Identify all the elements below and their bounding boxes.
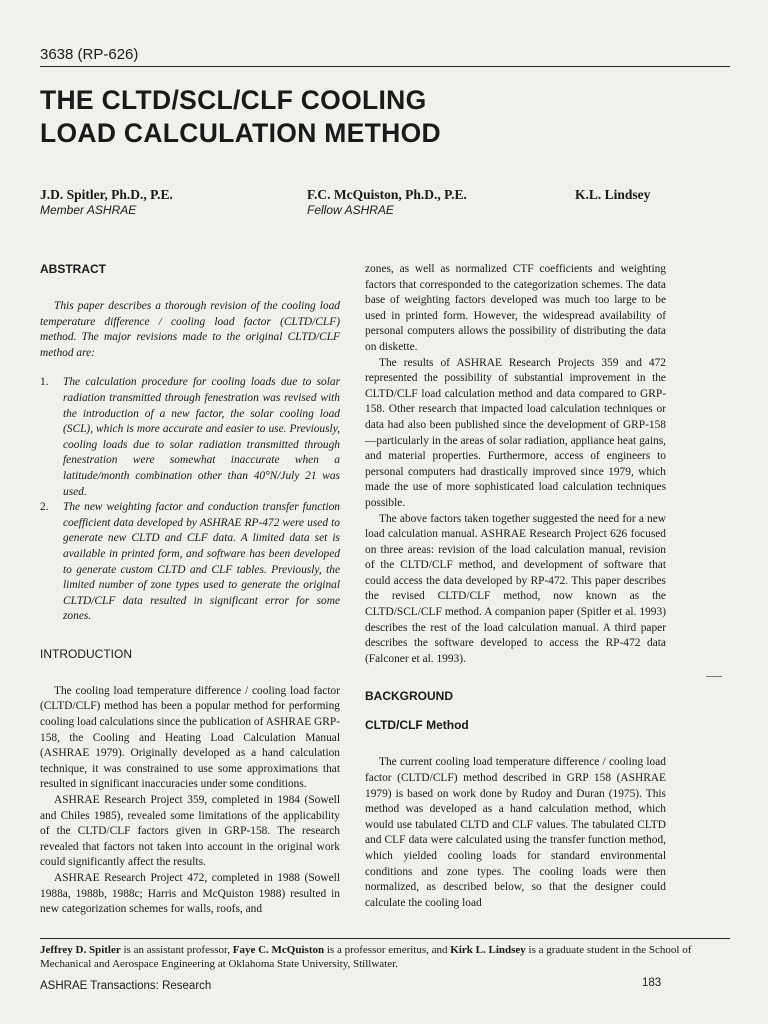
footnote-name: Faye C. McQuiston [232,944,325,956]
list-text: The new weighting factor and conduction transfer function coefficient data developed by ASHRAE RP-472 were used to generate new CLTD and CLF data. A limited data set is available in printed form, and software has been developed to generate custom CLTD and CLF tables. Previously, the limited number of zone types used to generate the original CLTD/CLF data resulted in significant error for some zones. [63,501,340,623]
body-paragraph: ASHRAE Research Project 359, completed in 1984 (Sowell and Chiles 1985), revealed some limitations of the applicability of the CLTD/CLF factors given in GRP-158. The research revealed that factors not taken into account in the original work could significantly affect the results. [40,794,340,869]
list-text: The calculation procedure for cooling loads due to solar radiation transmitted through fenestration was revised with the introduction of a new factor, the solar cooling load (SCL), which is more accurate and easier to use. Previously, cooling loads due to solar radiation transmitted through fenestration were somewhat inaccurate when a latitude/month combination other than 40°N/July 21 was used. [63,376,340,498]
author-spitler [40,186,173,218]
paper-id: 3638 (RP-626) [40,46,139,63]
body-paragraph: The results of ASHRAE Research Projects 359 and 472 represented the possibility of substantial improvement in the CLTD/CLF load calculation method and data compared to GRP-158. Other research that impacted load calculation techniques or data had also been published since the development of GRP-158—particularly in the areas of solar radiation, appliance heat gains, and material properties. Furthermore, access of engineers to personal computers had drastically improved since 1979, which made the use of more sophisticated load calculation techniques possible. [365,356,666,509]
list-item [40,500,340,625]
author-name: K.L. Lindsey [575,187,651,202]
abstract-heading: ABSTRACT [40,262,106,276]
body-paragraph: zones, as well as normalized CTF coefficients and weighting factors that corresponded to the categorization schemes. The data base of weighting factors developed was much too large to be used in printed form. However, the widespread availability of personal computers allows the possibility of distributing the data on diskette. [365,263,666,353]
body-paragraph: The current cooling load temperature difference / cooling load factor (CLTD/CLF) method described in GRP 158 (ASHRAE 1979) is based on work done by Rudoy and Duran (1975). This method was developed as a hand calculation method, which would use tabulated CLTD and CLF values. The tabulated CLTD and CLF data were calculated using the transfer function method, which yielded cooling loads for standard environmental conditions and zone types. The cooling loads were then normalized, as described below, so that the designer could calculate the cooling load [365,756,666,909]
abstract-list [40,375,340,625]
title-line-1: THE CLTD/SCL/CLF COOLING [40,85,427,115]
list-number: 2. [40,501,49,514]
introduction-heading: INTRODUCTION [40,646,132,661]
body-paragraph: The above factors taken together suggested the need for a new load calculation manual. ASHRAE Research Project 626 focused on three areas: revision of the load calculation manual, revision of the CLTD/CLF method, and development of software that could access the data developed by RP-472. This paper describes the revised CLTD/CLF method, now known as the CLTD/SCL/CLF method. A companion paper (Spitler et al. 1993) describes the rest of the load calculation manual. A third paper describes the software developed to access the RP-472 data (Falconer et al. 1993). [365,512,666,665]
margin-mark [706,676,722,677]
footnote-text: is an assistant professor, [120,944,233,956]
author-affiliation: Fellow ASHRAE [307,203,394,217]
right-column [365,262,666,911]
author-footnote [40,943,730,971]
footnote-name: Jeffrey D. Spitler [40,944,121,956]
list-number: 1. [40,376,49,389]
footnote-rule [40,938,730,939]
author-mcquiston [307,186,467,218]
footnote-text: is a professor emeritus, and [324,944,451,956]
footnote-text: is a graduate student in the School of Mechanical and Aerospace Engineering at Oklahoma State University, Stillwater. [40,944,692,970]
page-title [40,84,730,150]
list-item [40,375,340,500]
body-paragraph: ASHRAE Research Project 472, completed in 1988 (Sowell 1988a, 1988b, 1988c; Harris and McQuiston 1988) resulted in new categorization schemes for walls, roofs, and [40,872,340,916]
background-heading: BACKGROUND [365,689,453,704]
body-paragraph: The cooling load temperature difference / cooling load factor (CLTD/CLF) method has been a popular method for performing cooling load calculations since the publication of ASHRAE GRP-158, the Cooling and Heating Load Calculation Manual (ASHRAE 1979). Originally developed as a hand calculation technique, it was constrained to use some approximations that resulted in significant inaccuracies under some conditions. [40,684,340,791]
left-column [40,262,340,918]
author-affiliation: Member ASHRAE [40,203,137,217]
footnote-name: Kirk L. Lindsey [450,944,526,956]
author-name: F.C. McQuiston, Ph.D., P.E. [307,187,467,202]
title-line-2: LOAD CALCULATION METHOD [40,118,441,148]
journal-name: ASHRAE Transactions: Research [40,980,212,992]
header-rule [40,66,730,67]
abstract-intro: This paper describes a thorough revision of the cooling load temperature difference / cooling load factor (CLTD/CLF) method. The major revisions made to the original CLTD/CLF method are: [40,300,340,359]
method-subheading: CLTD/CLF Method [365,718,469,733]
author-name: J.D. Spitler, Ph.D., P.E. [40,187,173,202]
author-lindsey [575,186,650,203]
page-number: 183 [642,977,662,989]
